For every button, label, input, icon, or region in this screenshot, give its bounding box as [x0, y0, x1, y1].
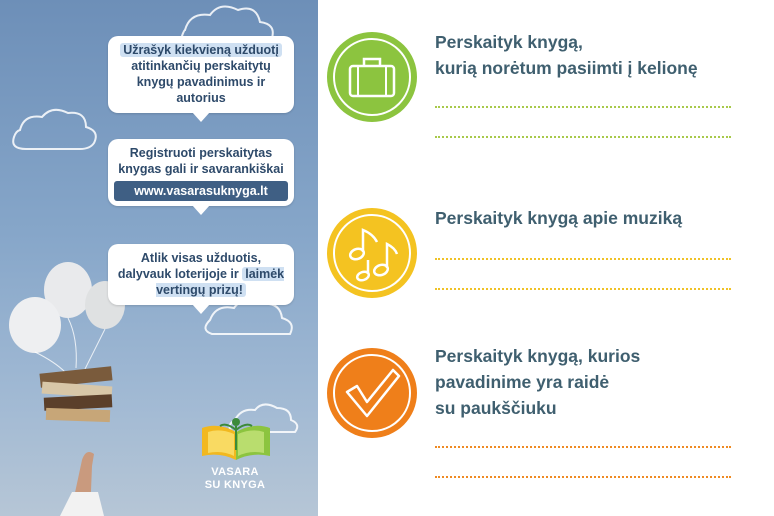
- bubble-1-text: atitinkančių perskaitytų knygų pavadinimus ir autorius: [131, 59, 271, 105]
- task-3-answer-line-2[interactable]: [435, 476, 731, 478]
- task-3-circle: [327, 348, 417, 438]
- task-2-answer-line-2[interactable]: [435, 288, 731, 290]
- task-1-circle: [327, 32, 417, 122]
- instruction-bubble-3: [108, 244, 294, 305]
- logo-text-line2: SU KNYGA: [204, 479, 266, 491]
- task-1-answer-line-2[interactable]: [435, 136, 731, 138]
- task-3-answer-line-1[interactable]: [435, 446, 731, 448]
- task-1-title-line1: Perskaityk knygą,: [435, 32, 583, 52]
- task-1-answer-line-1[interactable]: [435, 106, 731, 108]
- task-3-title-line1: Perskaityk knygą, kurios: [435, 346, 641, 366]
- task-2-circle: [327, 208, 417, 298]
- task-1-title-line2: kurią norėtum pasiimti į kelionę: [435, 58, 698, 78]
- instruction-bubble-1: [108, 36, 294, 113]
- task-3-title-line3: su paukščiuku: [435, 398, 557, 418]
- task-3-title-line2: pavadinime yra raidė: [435, 372, 610, 392]
- music-notes-icon: [345, 224, 399, 282]
- task-2-title: Perskaityk knygą apie muziką: [435, 208, 683, 228]
- book-logo-icon: [198, 416, 274, 460]
- promo-panel: [0, 0, 318, 516]
- bubble-3-text: Atlik visas užduotis, dalyvauk loterijoje ir: [117, 251, 262, 281]
- suitcase-icon: [347, 54, 397, 100]
- instruction-bubble-2: [108, 139, 294, 206]
- logo-text-line1: VASARA: [211, 466, 259, 478]
- bubble-2-text: Registruoti perskaitytas knygas gali ir savarankiškai: [118, 146, 284, 176]
- bubble-1-highlight: Užrašyk kiekvieną užduotį: [120, 43, 282, 57]
- reaching-hand: [60, 452, 104, 516]
- website-link[interactable]: www.vasarasuknyga.lt: [114, 181, 288, 201]
- book-stack: [39, 366, 112, 422]
- bubble-3-highlight: laimėk vertingų prizų!: [156, 267, 285, 297]
- checkmark-icon: [343, 366, 401, 420]
- task-2-answer-line-1[interactable]: [435, 258, 731, 260]
